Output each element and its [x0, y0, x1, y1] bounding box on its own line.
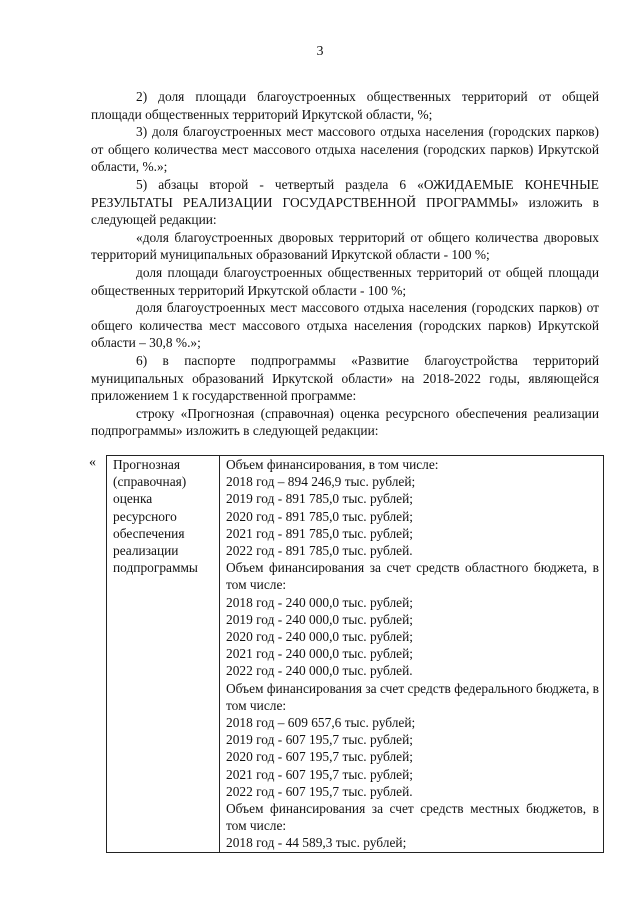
funding-line: Объем финансирования, в том числе:	[226, 457, 439, 472]
funding-line: 2021 год - 240 000,0 тыс. рублей;	[226, 646, 413, 662]
paragraph: «доля благоустроенных дворовых территорий от общего количества дворовых территорий муниципальных образований Иркутской области - 100 %;	[91, 229, 599, 263]
funding-line: 2022 год - 891 785,0 тыс. рублей.	[226, 543, 413, 559]
paragraph: 5) абзацы второй - четвертый раздела 6 «ОЖИДАЕМЫЕ КОНЕЧНЫЕ РЕЗУЛЬТАТЫ РЕАЛИЗАЦИИ ГОСУДАРСТВЕННОЙ ПРОГРАММЫ» изложить в следующей редакции:	[91, 176, 599, 228]
funding-content-cell	[220, 456, 604, 853]
funding-line: 2019 год - 240 000,0 тыс. рублей;	[226, 611, 413, 627]
funding-line: 2020 год - 240 000,0 тыс. рублей;	[226, 629, 413, 645]
funding-line: Объем финансирования за счет средств федерального бюджета, в том числе:	[226, 680, 599, 713]
funding-line: 2021 год - 607 195,7 тыс. рублей;	[226, 766, 413, 782]
label-line: оценка	[113, 491, 153, 507]
paragraph: 6) в паспорте подпрограммы «Развитие благоустройства территорий муниципальных образований Иркутской области» на 2018-2022 годы, являющейся приложением 1 к государственной программе:	[91, 352, 599, 404]
funding-line: 2018 год – 609 657,6 тыс. рублей;	[226, 715, 416, 731]
funding-line: Объем финансирования за счет средств местных бюджетов, в том числе:	[226, 801, 599, 834]
paragraph: доля благоустроенных мест массового отдыха населения (городских парков) от общего количества мест массового отдыха населения (городских парков) Иркутской области – 30,8 %.»;	[91, 300, 599, 351]
label-line: ресурсного	[113, 508, 177, 524]
paragraph: 2) доля площади благоустроенных общественных территорий от общей площади общественных территорий Иркутской области, %;	[91, 89, 599, 122]
label-line: реализации	[113, 543, 179, 559]
paragraph: доля площади благоустроенных общественных территорий от общей площади общественных территорий Иркутской области - 100 %;	[91, 264, 599, 298]
funding-line: 2018 год - 44 589,3 тыс. рублей;	[226, 835, 407, 851]
funding-line: 2020 год - 607 195,7 тыс. рублей;	[226, 749, 413, 765]
funding-line: Объем финансирования за счет средств областного бюджета, в том числе:	[226, 560, 599, 593]
funding-line: 2021 год - 891 785,0 тыс. рублей;	[226, 525, 413, 541]
label-line: (справочная)	[113, 474, 187, 490]
funding-line: 2022 год - 240 000,0 тыс. рублей.	[226, 663, 413, 679]
funding-line: 2020 год - 891 785,0 тыс. рублей;	[226, 508, 413, 524]
opening-quote: «	[89, 455, 96, 470]
label-line: Прогнозная	[113, 457, 180, 472]
funding-line: 2018 год – 894 246,9 тыс. рублей;	[226, 474, 416, 490]
funding-line: 2019 год - 891 785,0 тыс. рублей;	[226, 491, 413, 507]
page-number: 3	[316, 44, 324, 59]
row-label-cell	[107, 456, 220, 853]
body-text	[91, 88, 599, 440]
funding-table	[106, 455, 604, 853]
label-line: обеспечения	[113, 525, 185, 541]
paragraph: 3) доля благоустроенных мест массового отдыха населения (городских парков) от общего количества мест массового отдыха населения (городских парков) Иркутской области, %.»;	[91, 124, 599, 175]
paragraph: строку «Прогнозная (справочная) оценка ресурсного обеспечения реализации подпрограммы» изложить в следующей редакции:	[91, 405, 599, 439]
funding-line: 2018 год - 240 000,0 тыс. рублей;	[226, 594, 413, 610]
label-line: подпрограммы	[113, 560, 198, 576]
table-row	[107, 456, 604, 853]
funding-line: 2019 год - 607 195,7 тыс. рублей;	[226, 732, 413, 748]
funding-line: 2022 год - 607 195,7 тыс. рублей.	[226, 783, 413, 799]
